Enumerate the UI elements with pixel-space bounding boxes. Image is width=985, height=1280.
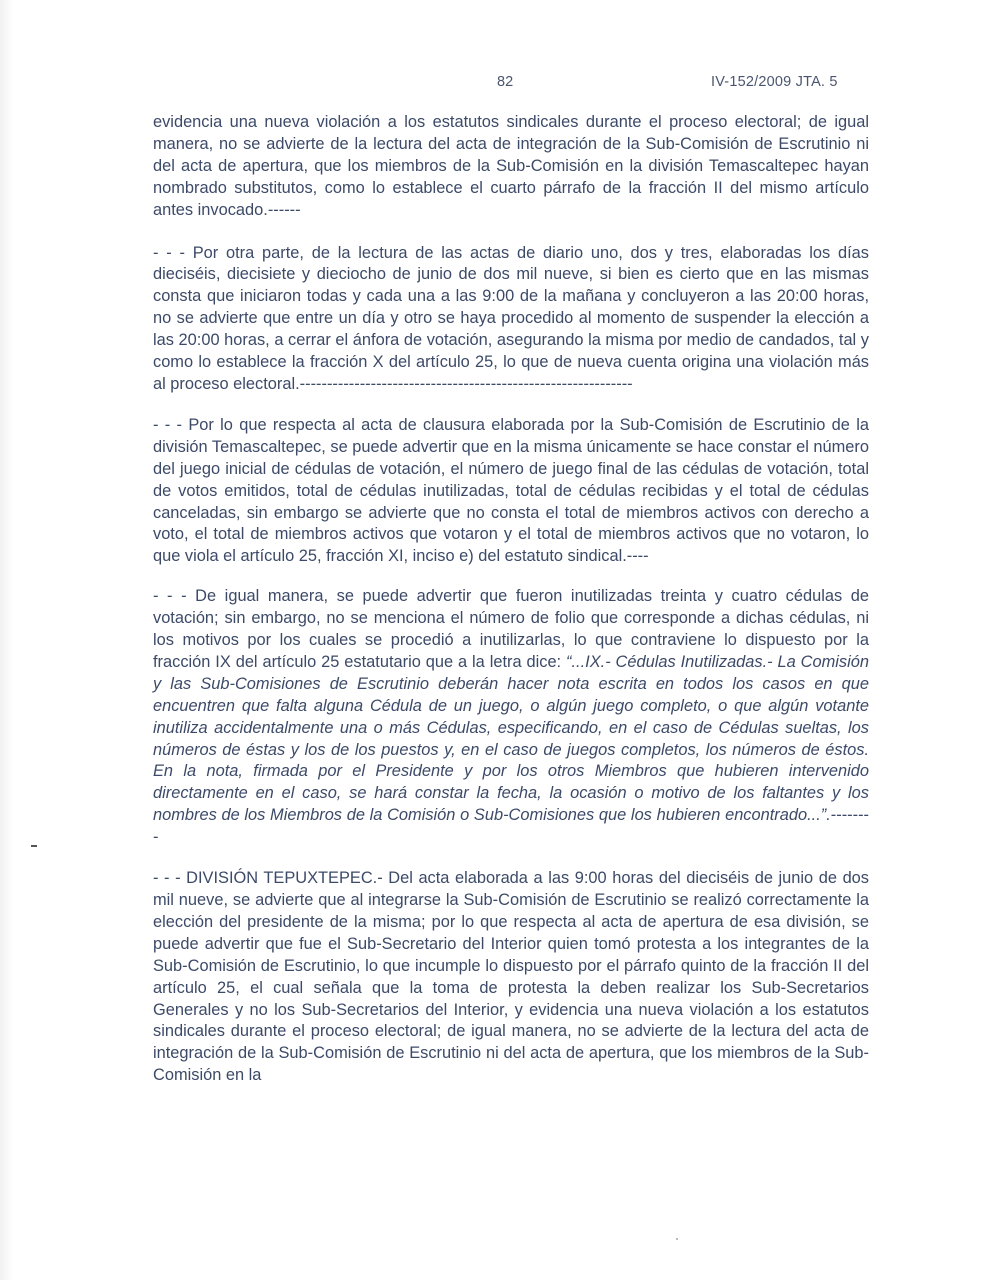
case-number: IV-152/2009 JTA. 5 [711, 74, 838, 90]
paragraph-5: - - - DIVISIÓN TEPUXTEPEC.- Del acta elaborada a las 9:00 horas del dieciséis de junio de dos mil nueve, se advierte que al integrarse la Sub-Comisión de Escrutinio se realizó correctamente la elección del presidente de la misma; por lo que respecta al acta de apertura de esa división, se puede advertir que fue el Sub-Secretario del Interior quien tomó protesta a los integrantes de la Sub-Comisión de Escrutinio, lo que incumple lo dispuesto por el párrafo quinto de la fracción II del artículo 25, el cual señala que la toma de protesta la deben realizar los Sub-Secretarios Generales y no los Sub-Secretarios del Interior, y evidencia una nueva violación a los estatutos sindicales durante el proceso electoral; de igual manera, no se advierte de la lectura del acta de integración de la Sub-Comisión de Escrutinio ni del acta de apertura, que los miembros de la Sub-Comisión en la [153, 869, 869, 1085]
paragraph-1: evidencia una nueva violación a los estatutos sindicales durante el proceso electoral; de igual manera, no se advierte de la lectura del acta de integración de la Sub-Comisión de Escrutinio ni del acta de apertura, que los miembros de la Sub-Comisión en la división Temascaltepec hayan nombrado substitutos, como lo establece el cuarto párrafo de la fracción II del mismo artículo antes invocado.------ [153, 113, 869, 219]
page-header [0, 74, 985, 96]
scan-edge-shadow [0, 0, 14, 1280]
page-number: 82 [497, 74, 514, 90]
paragraph-4-tail: -------- [153, 806, 869, 847]
paragraph-4 [153, 586, 869, 849]
statute-quote: “...IX.- Cédulas Inutilizadas.- La Comisión y las Sub-Comisiones de Escrutinio deberán hacer nota escrita en todos los casos en que encuentren que falta alguna Cédula de un juego, o algún juego completo, o que algún votante inutiliza accidentalmente una o más Cédulas, especificando, en el caso de Cédulas sueltas, los números de éstas y los de los puestos y, en el caso de juegos completos, los números de éstos. En la nota, firmada por el Presidente y por los otros Miembros que hubieren intervenido directamente en el caso, se hará constar la fecha, la ocasión o motivo de los faltantes y los nombres de los Miembros de la Comisión o Sub-Comisiones que los hubieren encontrado...”. [153, 652, 869, 825]
paragraph-4-intro: - - - De igual manera, se puede advertir que fueron inutilizadas treinta y cuatro cédulas de votación; sin embargo, no se menciona el número de folio que corresponde a dichas cédulas, ni los motivos por los cuales se procedió a inutilizarlas, lo que contraviene lo dispuesto por la fracción IX del artículo 25 estatutario que a la letra dice: [153, 587, 869, 671]
paragraph-3: - - - Por lo que respecta al acta de clausura elaborada por la Sub-Comisión de Escrutinio de la división Temascaltepec, se puede advertir que en la misma únicamente se hace constar el número del juego inicial de cédulas de votación, el número de juego final de las cédulas de votación, total de votos emitidos, total de cédulas inutilizadas, total de cédulas recibidas y el total de cédulas canceladas, sin embargo se advierte que no consta el total de miembros activos con derecho a voto, el total de miembros activos que votaron y el total de miembros activos que no votaron, lo que viola el artículo 25, fracción XI, inciso e) del estatuto sindical.---- [153, 415, 869, 566]
scan-mark [31, 845, 37, 847]
scan-dot [676, 1238, 678, 1240]
paragraph-2: - - - Por otra parte, de la lectura de las actas de diario uno, dos y tres, elaboradas los días dieciséis, diecisiete y dieciocho de junio de dos mil nueve, si bien es cierto que en las mismas consta que iniciaron todas y cada una a las 9:00 de la mañana y concluyeron a las 20:00 horas, no se advierte que entre un día y otro se haya procedido al momento de suspender la elección a las 20:00 horas, a cerrar el ánfora de votación, asegurando la misma por medio de candados, tal y como lo establece la fracción X del artículo 25, lo que de nueva cuenta origina una violación más al proceso electoral.------------------------------------------------------------- [153, 243, 869, 393]
document-body [153, 112, 869, 1109]
